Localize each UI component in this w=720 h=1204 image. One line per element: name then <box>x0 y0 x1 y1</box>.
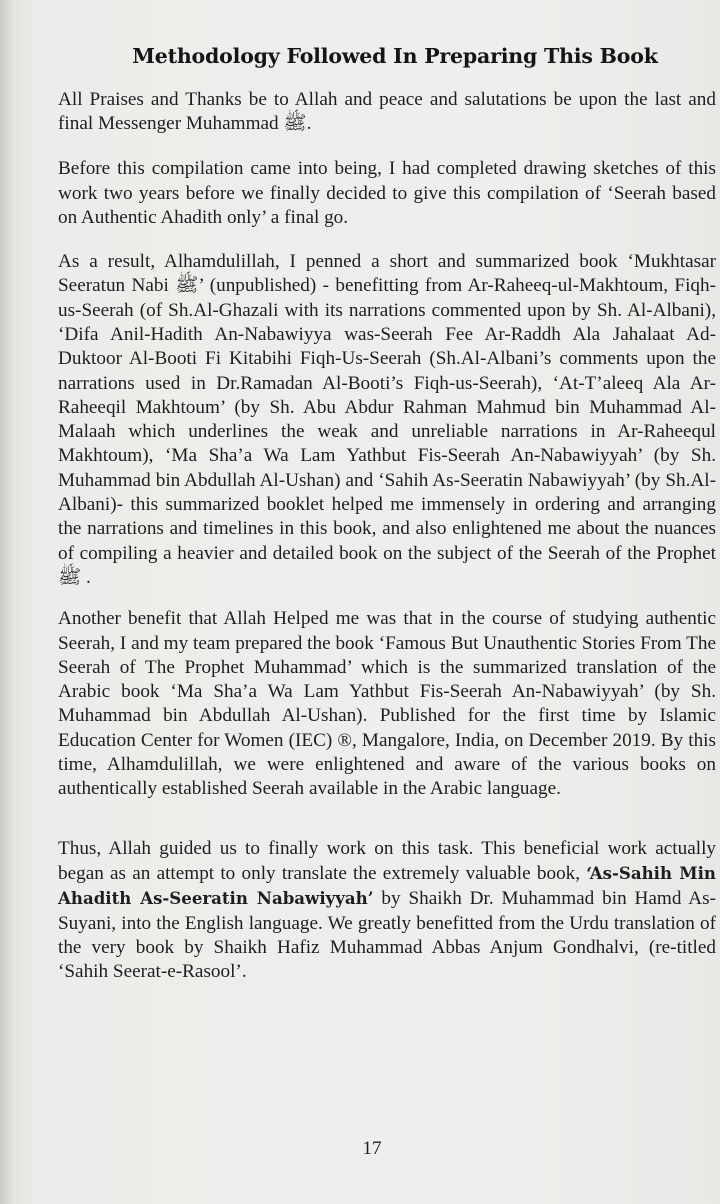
paragraph-summarized-book: As a result, Alhamdulillah, I penned a short and summarized book ‘Mukhtasar Seeratun Nabi ﷺ’ (unpublished) - benefitting from Ar-Raheeq-ul-Makhtoum, Fiqh-us-Seerah (of Sh.Al-Ghazali with its narrations commented upon by Sh. Al-Albani), ‘Difa Anil-Hadith An-Nabawiyya was-Seerah Fee Ar-Raddh Ala Jahalaat Ad-Duktoor Al-Booti Fi Kitabihi Fiqh-Us-Seerah (Sh.Al-Albani’s comments upon the narrations used in Dr.Ramadan Al-Booti’s Fiqh-us-Seerah), ‘At-T’aleeq Ala Ar-Raheeqil Makhtoum’ (by Sh. Abu Abdur Rahman Mahmud bin Muhammad Al-Malaah which underlines the weak and unreliable narrations in Ar-Raheequl Makhtoum), ‘Ma Sha’a Wa Lam Yathbut Fis-Seerah An-Nabawiyyah’ (by Sh. Muhammad bin Abdullah Al-Ushan) and ‘Sahih As-Seeratin Nabawiyyah’ (by Sh.Al-Albani)- this summarized booklet helped me immensely in ordering and arranging the narrations and timelines in this book, and also enlightened me about the nuances of compiling a heavier and detailed book on the subject of the Seerah of the Prophet ﷺ . <box>58 251 716 588</box>
book-title-bold: ‘As-Sahih Min Ahadith As-Seeratin Nabawiyyah’ <box>58 862 716 909</box>
paragraph-compilation: Before this compilation came into being, I had completed drawing sketches of this work two years before we finally decided to give this compilation of ‘Seerah based on Authentic Ahadith only’ a final go. <box>58 158 716 228</box>
paragraph-text-before: Thus, Allah guided us to finally work on this task. This beneficial work actually began as an attempt to only translate the extremely valuable book, <box>58 837 716 884</box>
paragraph-another-benefit: Another benefit that Allah Helped me was that in the course of studying authentic Seerah, I and my team prepared the book ‘Famous But Unauthentic Stories From The Seerah of The Prophet Muhammad’ which is the summarized translation of the Arabic book ‘Ma Sha’a Wa Lam Yathbut Fis-Seerah An-Nabawiyyah’ (by Sh. Muhammad bin Abdullah Al-Ushan). Published for the first time by Islamic Education Center for Women (IEC) ®, Mangalore, India, on December 2019. By this time, Alhamdulillah, we were enlightened and aware of the various books on authentically established Seerah available in the Arabic language. <box>58 608 716 800</box>
book-page <box>58 44 716 1001</box>
paragraph-text-after: by Shaikh Dr. Muhammad bin Hamd As-Suyani, into the English language. We greatly benefitted from the Urdu translation of the very book by Shaikh Hafiz Muhammad Abbas Anjum Gondhalvi, (re-titled ‘Sahih Seerat-e-Rasool’. <box>58 888 716 983</box>
page-number: 17 <box>362 1138 382 1159</box>
page-title: Methodology Followed In Preparing This Book <box>132 44 658 68</box>
paragraph-allah-guided <box>58 837 716 985</box>
paragraph-praises: All Praises and Thanks be to Allah and peace and salutations be upon the last and final Messenger Muhammad ﷺ. <box>58 88 716 134</box>
